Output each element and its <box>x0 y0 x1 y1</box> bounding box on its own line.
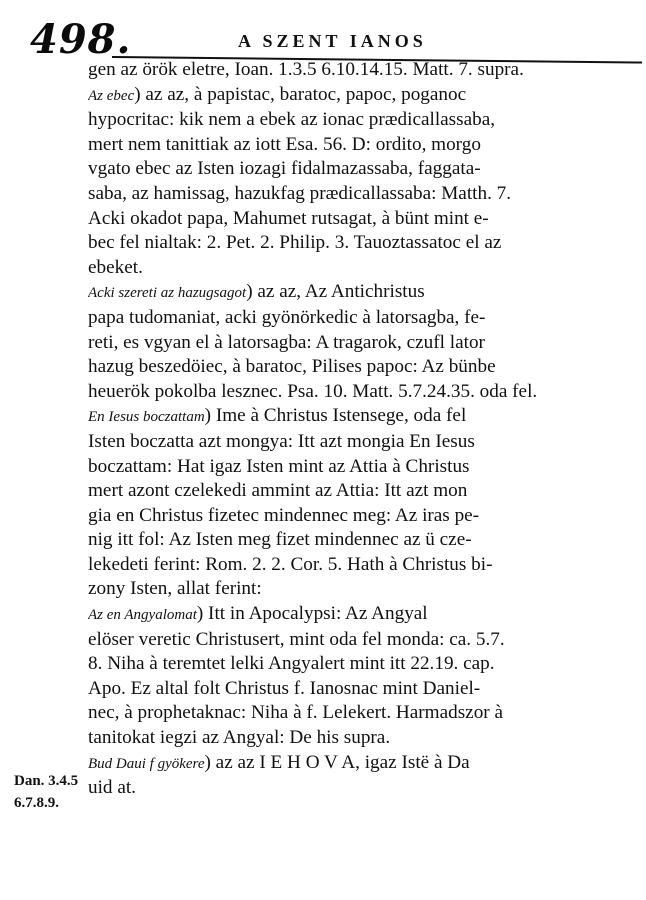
lemma-lead: Az ebec <box>88 87 135 104</box>
lemma-lead: En Iesus boczattam <box>88 409 205 426</box>
text-line <box>88 602 628 628</box>
line-text: zony Isten, allat ferint: <box>88 578 262 600</box>
text-line <box>88 404 628 430</box>
line-text: ) Itt in Apocalypsi: Az Angyal <box>196 603 428 625</box>
line-text: boczattam: Hat igaz Isten mint az Attia à Christus <box>88 455 470 477</box>
text-line <box>88 726 628 751</box>
text-line <box>88 58 628 83</box>
line-text: bec fel nialtak: 2. Pet. 2. Philip. 3. Tauoztassatoc el az <box>88 232 502 254</box>
text-line <box>88 430 628 455</box>
line-text: Isten boczatta azt mongya: Itt azt mongia En Iesus <box>88 430 475 452</box>
line-text: ebeket. <box>88 256 143 278</box>
line-text: heuerök pokolba lesznec. Psa. 10. Matt. 5.7.24.35. oda fel. <box>88 380 538 402</box>
line-text: saba, az hamissag, hazukfag prædicallassaba: Matth. 7. <box>88 182 512 204</box>
text-line <box>88 455 628 480</box>
lemma-lead: Acki szereti az hazugsagot <box>88 285 247 302</box>
text-line <box>88 479 628 504</box>
text-line <box>88 355 628 380</box>
text-line <box>88 182 628 207</box>
line-text: tanitokat iegzi az Angyal: De his supra. <box>88 727 391 749</box>
running-title: A SZENT IANOS <box>238 31 427 51</box>
text-line <box>88 701 628 726</box>
line-text: ) az az I E H O V A, igaz Istë à Da <box>204 751 470 773</box>
lemma-lead: Az en Angyalomat <box>88 607 197 624</box>
line-text: nec, à prophetaknac: Niha à f. Lelekert. Harmadszor à <box>88 702 503 724</box>
text-line <box>88 776 628 801</box>
text-line <box>88 331 628 356</box>
line-text: mert azont czelekedi ammint az Attia: Itt azt mon <box>88 480 468 502</box>
line-text: papa tudomaniat, acki gyönörkedic à latorsagba, fe- <box>88 306 486 328</box>
text-line <box>88 751 628 777</box>
text-line <box>88 380 628 405</box>
line-text: vgato ebec az Isten iozagi fidalmazassaba, faggata- <box>88 158 481 180</box>
line-text: ) az az, à papistac, baratoc, papoc, poganoc <box>134 83 467 105</box>
page-number: 498. <box>30 16 132 63</box>
text-line <box>88 652 628 677</box>
line-text: gen az örök eletre, Ioan. 1.3.5 6.10.14.15. Matt. 7. supra. <box>88 59 524 80</box>
line-text: mert nem tanittiak az iott Esa. 56. D: ordito, morgo <box>88 133 481 155</box>
line-text: elöser veretic Christusert, mint oda fel monda: ca. 5.7. <box>88 628 505 650</box>
line-text: ) az az, Az Antichristus <box>246 281 425 303</box>
margin-note: Dan. 3.4.5 <box>14 773 79 789</box>
text-line <box>88 207 628 232</box>
line-text: hazug beszedöiec, à baratoc, Pilises papoc: Az bünbe <box>88 356 496 378</box>
line-text: gia en Christus fizetec mindennec meg: Az iras pe- <box>88 504 480 526</box>
text-line <box>88 133 628 158</box>
text-line <box>88 504 628 529</box>
text-line <box>88 577 628 602</box>
line-text: 8. Niha à teremtet lelki Angyalert mint itt 22.19. cap. <box>88 653 495 675</box>
line-text: nig itt fol: Az Isten meg fizet mindennec az ü cze- <box>88 529 472 551</box>
margin-note: 6.7.8.9. <box>14 795 59 811</box>
line-text: Apo. Ez altal folt Christus f. Ianosnac mint Daniel- <box>88 677 481 699</box>
main-text <box>88 58 628 801</box>
text-line <box>88 231 628 256</box>
lemma-lead: Bud Daui f gyökere <box>88 755 205 772</box>
text-line <box>88 306 628 331</box>
text-line <box>88 280 628 306</box>
text-line <box>88 628 628 653</box>
line-text: uid at. <box>88 777 136 799</box>
text-line <box>88 256 628 281</box>
line-text: Acki okadot papa, Mahumet rutsagat, à bünt mint e- <box>88 207 489 229</box>
line-text: ) Ime à Christus Istensege, oda fel <box>204 405 467 427</box>
line-text: hypocritac: kik nem a ebek az ionac prædicallassaba, <box>88 109 496 131</box>
line-text: lekedeti ferint: Rom. 2. 2. Cor. 5. Hath à Christus bi- <box>88 553 493 575</box>
text-line <box>88 553 628 578</box>
text-line <box>88 528 628 553</box>
text-line <box>88 108 628 133</box>
text-line <box>88 83 628 109</box>
text-line <box>88 157 628 182</box>
text-line <box>88 677 628 702</box>
line-text: reti, es vgyan el à latorsagba: A tragarok, czufl lator <box>88 331 485 353</box>
